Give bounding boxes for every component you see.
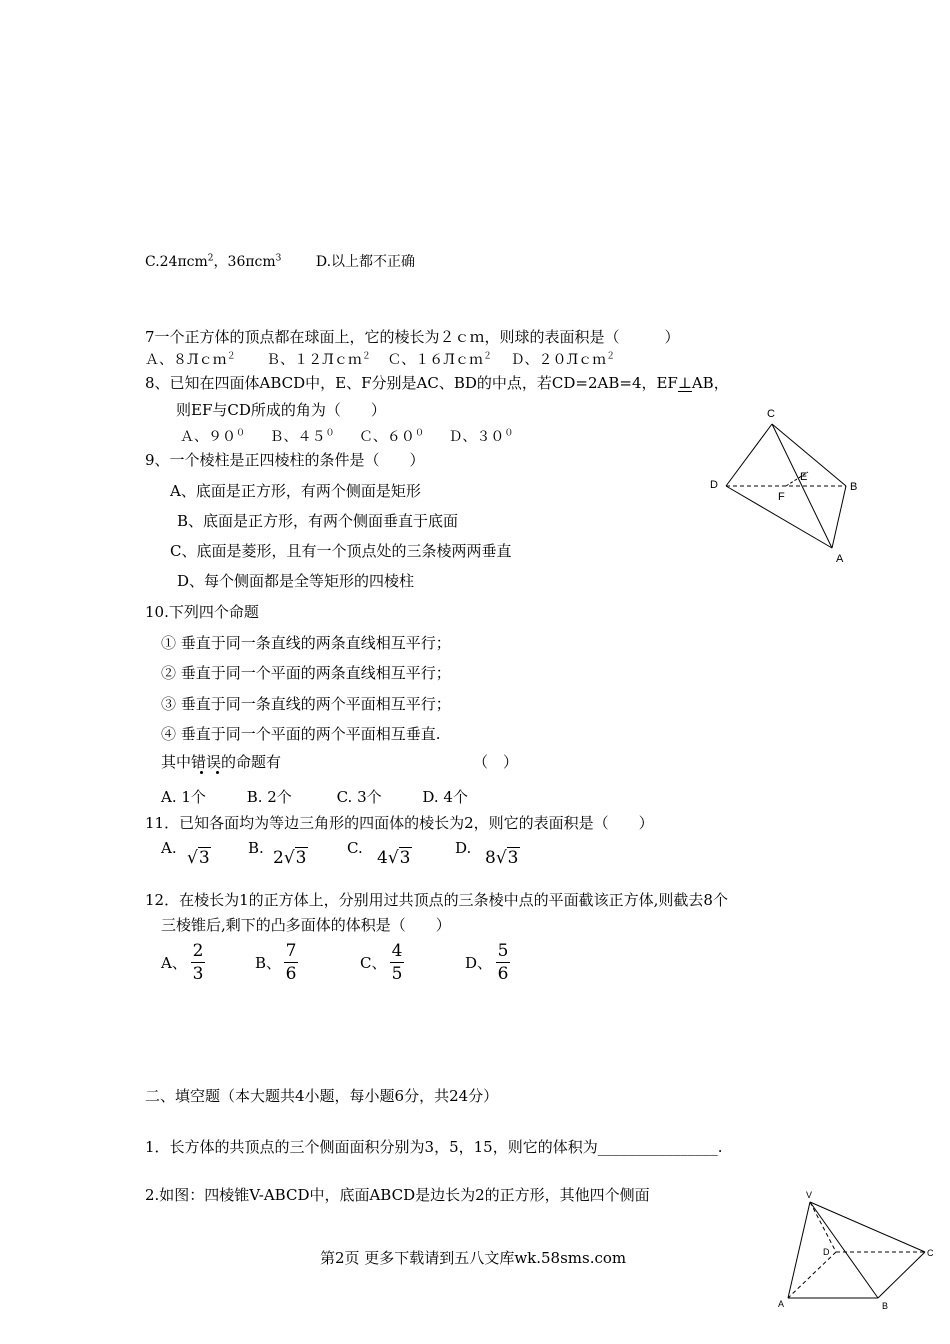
q10-answer-paren: （ ） [473,753,519,771]
q12-label-d: D、 [465,954,493,972]
q9-option-c: C、底面是菱形，且有一个顶点处的三条棱两两垂直 [170,542,512,560]
edge-ba [832,486,846,548]
q7-options: Ａ、８Лｃｍ$^2$ Ｂ、１２Лｃｍ$^2$ Ｃ、１６Лｃｍ$^2$ Ｄ、２０Лｃｍ$^2$ [145,351,616,368]
q11-value-c: 4√3 [377,848,411,868]
q8-line2: 则EF与CD所成的角为（ ） [176,401,386,419]
q8-options: Ａ、$90^0$ Ｂ、$45^0$ Ｃ、$60^0$ Ｄ、$30^0$ [180,428,514,445]
edge-cb [772,424,846,486]
q12-value-c: 4 5 [391,941,403,984]
edge-cd [726,424,772,486]
q6-options: C.24πcm$^2$，36πcm$^3$ D.以上都不正确 [145,253,416,270]
q12-label-a: A、 [161,954,187,972]
label-v: V [806,1190,813,1200]
label-f: F [778,491,785,503]
q10-ask: 其中错误的命题有 [161,753,282,771]
q10-options: A. 1个 B. 2个 C. 3个 D. 4个 [161,788,468,806]
fill-q1: 1．长方体的共顶点的三个侧面面积分别为3，5，15，则它的体积为________________. [145,1138,723,1156]
edge-va [788,1202,810,1298]
q11-label-b: B. [248,839,264,857]
q10-prop-3: ③ 垂直于同一条直线的两个平面相互平行； [161,695,451,713]
q12-value-a: 2 3 [192,941,204,984]
label-c: C [927,1248,934,1258]
q9-stem: 9、一个棱柱是正四棱柱的条件是（ ） [145,451,425,469]
q11-stem: 11．已知各面均为等边三角形的四面体的棱长为2，则它的表面积是（ ） [145,814,654,832]
page-footer: 第2页 更多下载请到五八文库wk.58sms.com [320,1249,627,1267]
q12-line2: 三棱锥后,剩下的凸多面体的体积是（ ） [161,916,451,934]
q9-option-b: B、底面是正方形，有两个侧面垂直于底面 [177,512,459,530]
q12-stem: 12．在棱长为1的正方体上，分别用过共顶点的三条棱中点的平面截该正方体,则截去8个 [145,891,728,909]
label-c: C [767,408,775,420]
q12-label-c: C、 [360,954,387,972]
q12-label-b: B、 [255,954,282,972]
q10-prop-4: ④ 垂直于同一个平面的两个平面相互垂直. [161,725,441,743]
q10-prop-1: ① 垂直于同一条直线的两条直线相互平行； [161,634,451,652]
label-b: B [882,1301,889,1311]
q11-value-b: 2√3 [273,848,307,868]
label-e: E [800,471,808,483]
pyramid-figure [770,1185,940,1315]
q11-value-d: 8√3 [485,848,519,868]
edge-ca [772,424,832,548]
edge-da-hidden [788,1252,836,1298]
label-a: A [836,553,844,565]
q11-value-a: √3 [187,848,210,868]
section-2-title: 二、填空题（本大题共4小题，每小题6分，共24分） [145,1087,499,1105]
fill-q2: 2.如图：四棱锥V-ABCD中，底面ABCD是边长为2的正方形，其他四个侧面 [145,1186,650,1204]
label-b: B [850,481,858,493]
q11-label-c: C. [347,839,363,857]
q8-stem: 8、已知在四面体ABCD中，E、F分别是AC、BD的中点，若CD=2AB=4，EF⊥AB， [145,374,729,392]
q7-stem: 7一个正方体的顶点都在球面上，它的棱长为２ｃｍ，则球的表面积是（ ） [145,328,680,346]
label-d: D [823,1247,830,1257]
q10-stem: 10.下列四个命题 [145,603,259,621]
tetrahedron-figure [700,400,870,570]
q10-prop-2: ② 垂直于同一个平面的两条直线相互平行； [161,664,451,682]
emphasis-dot [200,771,203,774]
q12-value-d: 5 6 [497,941,509,984]
q9-option-a: A、底面是正方形，有两个侧面是矩形 [170,482,421,500]
q11-label-d: D. [455,839,472,857]
q12-value-b: 7 6 [285,941,297,984]
label-a: A [778,1299,785,1309]
emphasis-dot [216,771,219,774]
edge-bc [878,1252,925,1298]
q9-option-d: D、每个侧面都是全等矩形的四棱柱 [177,572,415,590]
q11-label-a: A. [161,839,177,857]
edge-vd-hidden [810,1202,836,1252]
label-d: D [710,479,718,491]
